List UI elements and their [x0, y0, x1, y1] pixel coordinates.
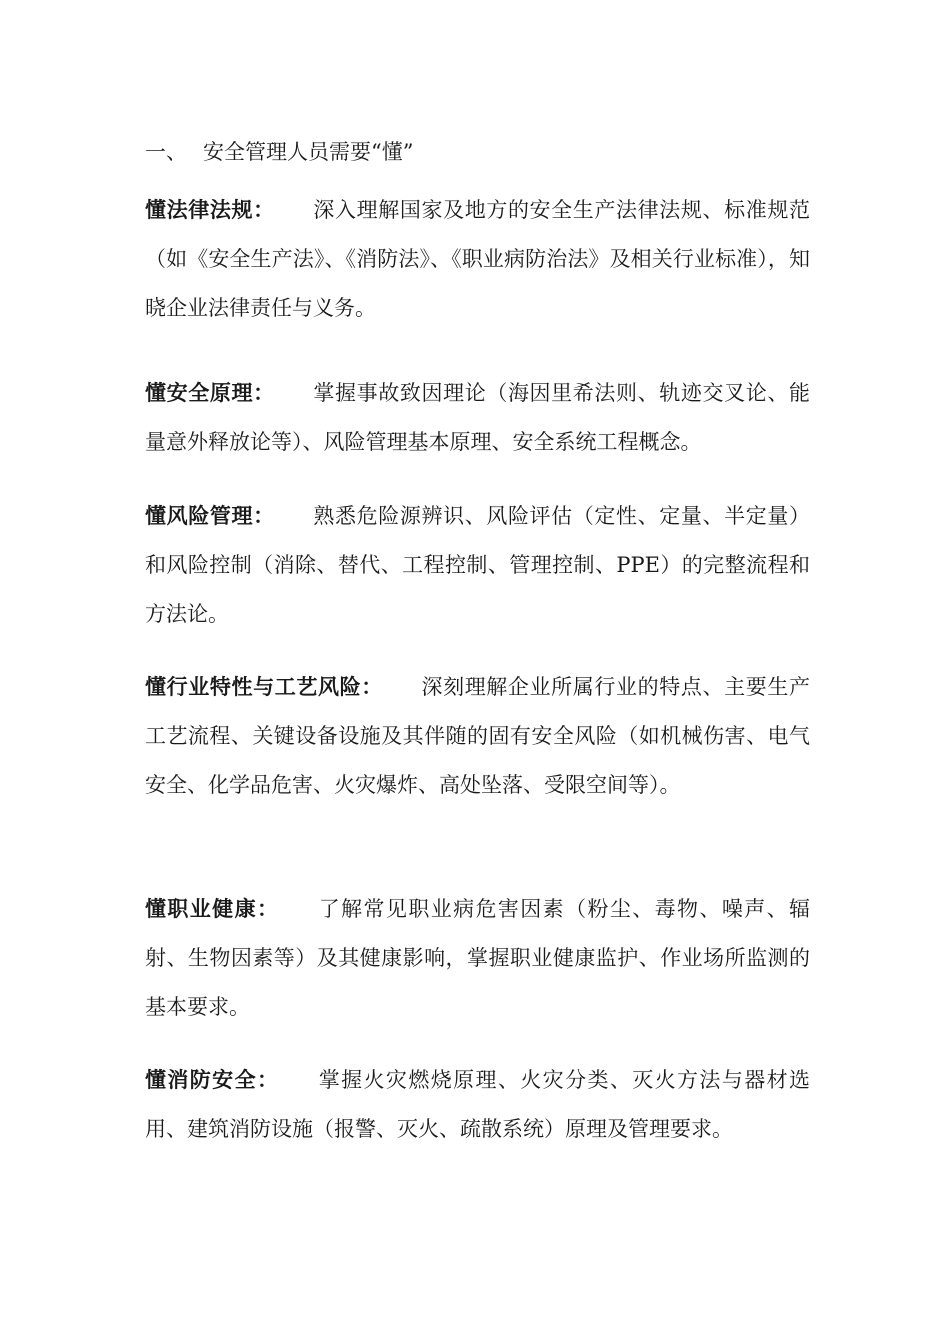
paragraph-text: 掌握火灾燃烧原理、火灾分类、灭火方法与器材选用、建筑消防设施（报警、灭火、疏散系统）原理及管理要求。: [145, 1068, 811, 1141]
term-label: 懂消防安全：: [145, 1068, 280, 1092]
paragraph-text: 熟悉危险源辨识、风险评估（定性、定量、半定量）和风险控制（消除、替代、工程控制、管理控制、PPE）的完整流程和方法论。: [145, 504, 811, 626]
paragraph-text: 了解常见职业病危害因素（粉尘、毒物、噪声、辐射、生物因素等）及其健康影响，掌握职业健康监护、作业场所监测的基本要求。: [145, 897, 811, 1019]
term-label: 懂职业健康：: [145, 897, 280, 921]
paragraph-laws: [145, 186, 810, 333]
paragraph-risk-management: [145, 492, 810, 639]
term-label: 懂安全原理：: [145, 381, 275, 405]
term-label: 懂风险管理：: [145, 504, 275, 528]
term-label: 懂法律法规：: [145, 198, 275, 222]
paragraph-safety-principles: [145, 369, 810, 467]
section-heading: [145, 136, 413, 168]
term-label: 懂行业特性与工艺风险：: [145, 675, 383, 699]
section-title: 安全管理人员需要“懂”: [203, 140, 414, 164]
paragraph-occupational-health: [145, 885, 810, 1032]
paragraph-fire-safety: [145, 1056, 810, 1154]
paragraph-text: 掌握事故致因理论（海因里希法则、轨迹交叉论、能量意外释放论等）、风险管理基本原理、安全系统工程概念。: [145, 381, 811, 454]
paragraph-text: 深入理解国家及地方的安全生产法律法规、标准规范（如《安全生产法》、《消防法》、《职业病防治法》及相关行业标准），知晓企业法律责任与义务。: [145, 198, 811, 320]
paragraph-text: 深刻理解企业所属行业的特点、主要生产工艺流程、关键设备设施及其伴随的固有安全风险（如机械伤害、电气安全、化学品危害、火灾爆炸、高处坠落、受限空间等）。: [145, 675, 810, 797]
paragraph-industry-process-risk: [145, 663, 810, 810]
section-number: 一、: [145, 140, 187, 164]
